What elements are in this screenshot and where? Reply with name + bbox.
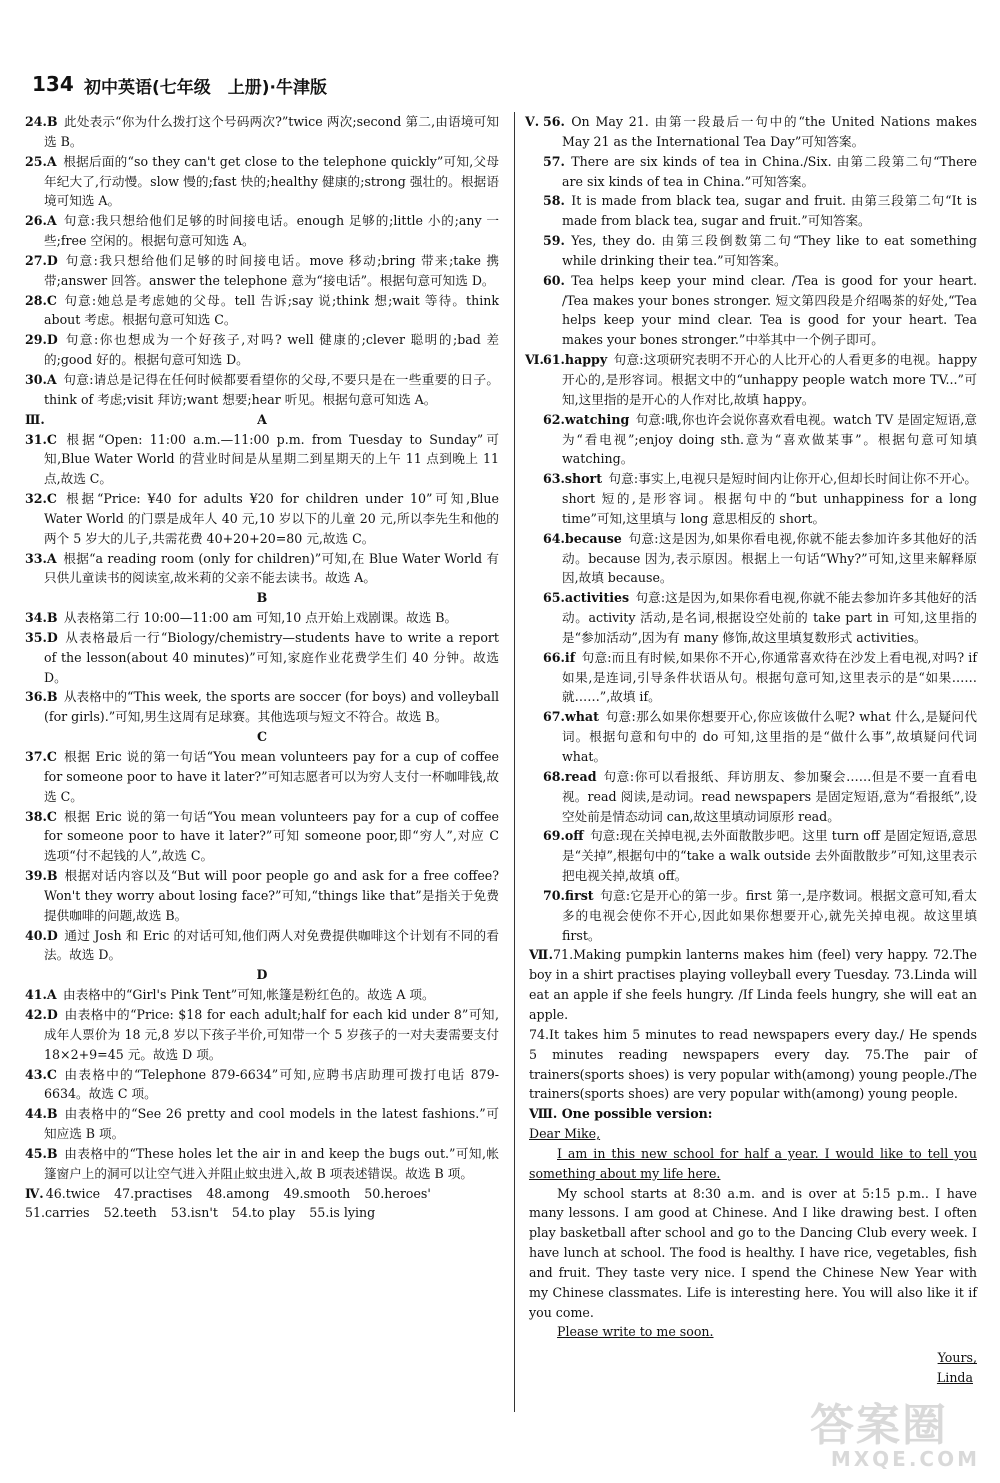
- answer-number: 38.C: [25, 808, 57, 824]
- answer-number: 30.A: [25, 371, 57, 387]
- answer-number: 68.read: [543, 768, 597, 784]
- answer-item: [25, 926, 499, 966]
- answer-explanation: 从表格中的“This week, the sports are soccer (for boys) and volleyball (for girls).”可知,男生这周有足球赛。其他选项与短文不符合。故选 B。: [44, 689, 499, 725]
- answer-explanation: 根据后面的“so they can't get close to the telephone quickly”可知,父母年纪大了,行动慢。slow 慢的;fast 快的;healthy 健康的;strong 强壮的。根据语境可知选 A。: [44, 153, 499, 209]
- answer-explanation: 句意:而且有时候,如果你不开心,你通常喜欢待在沙发上看电视,对吗? if 如果,是连词,引导条件状语从句。根据句意可知,这里表示的是“如果……就……”,故填 if。: [562, 649, 977, 705]
- answer-row: [25, 1203, 499, 1223]
- answer-explanation: 句意:我只想给他们足够的时间接电话。enough 足够的;little 小的;any 一些;free 空闲的。根据句意可知选 A。: [44, 213, 499, 249]
- answer-number: 64.because: [543, 530, 622, 546]
- answer-number: 56.: [543, 114, 565, 129]
- section-heading: Ⅷ. One possible version:: [529, 1106, 713, 1122]
- answer-explanation: 根据“Open: 11:00 a.m.—11:00 p.m. from Tuesday to Sunday”可知,Blue Water World 的营业时间是从星期二到星期天的上午 11 点到晚上 11 点,故选 C。: [44, 431, 499, 487]
- answer-explanation: 句意:请总是记得在任何时候都要看望你的父母,不要只是在一些重要的日子。think of 考虑;visit 拜访;want 想要;hear 听见。根据句意可知选 A。: [44, 371, 499, 407]
- answer-number: 39.B: [25, 868, 58, 884]
- answer-explanation: 句意:她总是考虑她的父母。tell 告诉;say 说;think 想;wait 等待。think about 考虑。根据句意可知选 C。: [44, 292, 499, 328]
- answer-item: [543, 231, 977, 271]
- right-column: [525, 112, 978, 1388]
- answer-item: [25, 291, 499, 331]
- answer-number: 25.A: [25, 153, 57, 169]
- letter-sign-off: Yours,: [937, 1350, 977, 1366]
- answer-explanation: Yes, they do. 由第三段倒数第二句“They like to eat something while drinking their tea.”可知答案。: [562, 233, 977, 268]
- answer-number: 58.: [543, 193, 565, 209]
- section-heading: Ⅲ.: [25, 411, 45, 427]
- answer-number: 69.off: [543, 828, 584, 844]
- answer-item: [25, 1005, 499, 1065]
- answer-item: [25, 211, 499, 251]
- answer-item: [25, 1104, 499, 1144]
- answer-item: [543, 152, 977, 192]
- answer-row: [25, 1184, 499, 1204]
- answer-explanation: 句意:它是开心的第一步。first 第一,是序数词。根据文意可知,看太多的电视会使你不开心,因此如果你想要开心,就先关掉电视。故这里填 first。: [562, 887, 977, 943]
- answer-item: [25, 489, 499, 549]
- answer-explanation: 句意:这项研究表明不开心的人比开心的人看更多的电视。happy 开心的,是形容词。根据文中的“unhappy people watch more TV...”可知,这里指的是开心的人作对比,故填 happy。: [562, 352, 977, 407]
- subsection-label: D: [256, 967, 268, 983]
- answer-number: 57.: [543, 153, 565, 169]
- subsection-label: B: [256, 590, 268, 606]
- answer-explanation: 句意:这是因为,如果你看电视,你就不能去参加许多其他好的活动。because 因为,表示原因。根据上一句话“Why?”可知,这里来解释原因,故填 because。: [562, 530, 977, 586]
- answer-number: 33.A: [25, 550, 57, 566]
- letter-closing: Please write to me soon.: [557, 1324, 714, 1340]
- answer-number: 24.B: [25, 114, 58, 129]
- letter-greeting: Dear Mike,: [529, 1126, 601, 1142]
- answer-number: 32.C: [25, 491, 57, 507]
- answer-number: 35.D: [25, 629, 58, 645]
- answer-item: [543, 410, 977, 470]
- answer-number: 70.first: [543, 887, 594, 903]
- blank-answer: 50.heroes': [364, 1185, 431, 1201]
- answer-item: [25, 549, 499, 589]
- answer-explanation: 句意:现在关掉电视,去外面散散步吧。这里 turn off 是固定短语,意思是“关掉”,根据句中的“take a walk outside 去外面散散步”可知,这里表示把电视关掉,故填 off。: [562, 828, 977, 884]
- sentence-answers-2: 74.It takes him 5 minutes to read newspapers every day./ He spends 5 minutes reading newspapers every day. 75.The pair of trainers(sports shoes) is very popular with(among) young people./The trainers(sports shoes) are very popular with(among) young people.: [529, 1026, 977, 1102]
- answer-explanation: 句意:那么如果你想要开心,你应该做什么呢? what 什么,是疑问代词。根据句意和句中的 do 可知,这里指的是“做什么事”,故填疑问代词 what。: [562, 709, 977, 764]
- answer-explanation: There are six kinds of tea in China./Six. 由第二段第二句“There are six kinds of tea in China.”可知答案。: [562, 153, 977, 189]
- answer-number: 37.C: [25, 749, 57, 764]
- answer-item: [543, 191, 977, 231]
- answer-explanation: 句意:你可以看报纸、拜访朋友、参加聚会……但是不要一直看电视。read 阅读,是动词。read newspapers 是固定短语,意为“看报纸”,设空处前是情态动词 can,故这里填动词原形 read。: [562, 768, 977, 824]
- answer-number: 31.C: [25, 431, 57, 447]
- answer-number: 59.: [543, 233, 565, 249]
- letter-intro: I am in this new school for half a year. I would like to tell you something about my life here.: [529, 1145, 977, 1181]
- answer-item: [25, 1065, 499, 1105]
- answer-explanation: 此处表示“你为什么拨打这个号码两次?”twice 两次;second 第二,由语境可知选 B。: [44, 114, 499, 149]
- answer-explanation: On May 21. 由第一段最后一句中的“the United Nations makes May 21 as the International Tea Day”可知答案。: [562, 114, 977, 149]
- answer-item: [543, 469, 977, 529]
- answer-explanation: 从表格第二行 10:00—11:00 am 可知,10 点开始上戏剧课。故选 B。: [63, 610, 458, 626]
- answer-item: [543, 648, 977, 708]
- letter: [529, 1124, 977, 1388]
- blank-answer: 49.smooth: [283, 1185, 351, 1201]
- answer-explanation: 由表格中的“Telephone 879-6634”可知,应聘书店助理可拨打电话 879-6634。故选 C 项。: [44, 1066, 499, 1102]
- answer-item: [25, 866, 499, 926]
- answer-item: [25, 628, 499, 688]
- blank-answer: 46.twice: [45, 1185, 101, 1201]
- answer-item: [543, 767, 977, 827]
- answer-number: 66.if: [543, 649, 576, 665]
- answer-item: [543, 529, 977, 589]
- watermark-text: 答案圈: [810, 1400, 948, 1451]
- answer-number: 65.activities: [543, 590, 630, 606]
- answer-explanation: 根据“Price: ¥40 for adults ¥20 for children under 10”可知,Blue Water World 的门票是成年人 40 元,10 岁以下的儿童 20 元,所以李先生和他的两个 5 岁大的儿子,共需花费 40+20+20=80 元,故选 C。: [44, 491, 499, 546]
- answer-number: 60.: [543, 272, 565, 288]
- answer-item: [25, 430, 499, 490]
- answer-item: [543, 350, 977, 410]
- answer-number: 45.B: [25, 1145, 58, 1161]
- answer-number: 36.B: [25, 689, 58, 705]
- answer-explanation: 句意:你也想成为一个好孩子,对吗? well 健康的;clever 聪明的;bad 差的;good 好的。根据句意可知选 D。: [44, 332, 499, 368]
- answer-number: 42.D: [25, 1006, 58, 1022]
- blank-answer: 48.among: [206, 1185, 270, 1201]
- blank-answer: 55.is lying: [309, 1205, 376, 1221]
- blank-answer: 47.practises: [114, 1185, 193, 1201]
- book-title: 初中英语(七年级 上册)·牛津版: [84, 78, 327, 98]
- watermark-logo: [810, 1400, 980, 1471]
- left-column: [25, 112, 499, 1223]
- answer-explanation: 句意:我只想给他们足够的时间接电话。move 移动;bring 带来;take 携带;answer 回答。answer the telephone 意为“接电话”。根据句意可知选 D。: [44, 252, 499, 288]
- answer-number: 27.D: [25, 252, 58, 268]
- answer-explanation: 通过 Josh 和 Eric 的对话可知,他们两人对免费提供咖啡这个计划有不同的看法。故选 D。: [44, 927, 499, 963]
- answer-explanation: 句意:事实上,电视只是短时间内让你开心,但却长时间让你不开心。short 短的,是形容词。根据句中的“but unhappiness for a long time”可知,这里填与 long 意思相反的 short。: [562, 471, 977, 526]
- answer-number: 43.C: [25, 1066, 57, 1082]
- answer-explanation: It is made from black tea, sugar and fruit. 由第三段第二句“It is made from black tea, sugar and fruit.”可知答案。: [562, 193, 977, 229]
- answer-item: [543, 826, 977, 886]
- letter-body: My school starts at 8:30 a.m. and is over at 5:15 p.m.. I have many lessons. I am good at Chinese. And I like drawing best. I often play basketball after school and go to the Dancing Club every week. I have lunch at school. The food is healthy. I have rice, vegetables, fish and fruit. They taste very nice. I spend the Chinese New Year with my Chinese classmates. Life is interesting here. You will also like it if you come.: [529, 1185, 977, 1320]
- section-heading: Ⅶ.: [529, 947, 554, 963]
- answer-item: [25, 370, 499, 410]
- blank-answer: 53.isn't: [170, 1205, 218, 1221]
- page-header: [24, 72, 976, 102]
- section-heading: Ⅴ.: [525, 114, 540, 129]
- answer-explanation: 根据对话内容以及“But will poor people go and ask for a free coffee? Won't they worry about losing face?”可知,“things like that”是指关于免费提供咖啡的问题,故选 B。: [44, 868, 499, 923]
- answer-item: [25, 112, 499, 152]
- answer-explanation: 由表格中的“See 26 pretty and cool models in the latest fashions.”可知应选 B 项。: [44, 1106, 499, 1142]
- answer-number: 41.A: [25, 987, 57, 1003]
- answer-explanation: 根据“a reading room (only for children)”可知,在 Blue Water World 有只供儿童读书的阅读室,故米莉的父亲不能去读书。故选 A。: [44, 550, 499, 586]
- answer-explanation: Tea helps keep your mind clear. /Tea is good for your heart. /Tea makes your bones stronger. 短文第四段是介绍喝茶的好处,“Tea helps keep your mind clear. Tea is good for your heart. Tea makes your bones stronger.”中举其中一个例子即可。: [562, 272, 977, 348]
- answer-item: [25, 152, 499, 212]
- subsection-label: A: [257, 411, 267, 427]
- answer-number: 34.B: [25, 610, 58, 626]
- answer-number: 62.watching: [543, 411, 630, 427]
- answer-item: [543, 112, 977, 152]
- answer-item: [25, 687, 499, 727]
- page-number: 134: [32, 72, 74, 96]
- answer-item: [25, 985, 499, 1005]
- answer-explanation: 句意:这是因为,如果你看电视,你就不能去参加许多其他好的活动。activity 活动,是名词,根据设空处前的 take part in 可知,这里指的是“参加活动”,因为有 many 修饰,故这里填复数形式 activities。: [562, 590, 977, 645]
- answer-number: 44.B: [25, 1106, 58, 1122]
- blank-answer: 54.to play: [231, 1205, 296, 1221]
- answer-number: 29.D: [25, 332, 58, 348]
- answer-explanation: 根据 Eric 说的第一句话“You mean volunteers pay for a cup of coffee for someone poor to have it later?”可知 someone poor,即“穷人”,对应 C 选项“付不起钱的人”,故选 C。: [44, 808, 499, 864]
- answer-item: [25, 251, 499, 291]
- answer-explanation: 句意:哦,你也许会说你喜欢看电视。watch TV 是固定短语,意为“看电视”;enjoy doing sth.意为“喜欢做某事”。根据句意可知填 watching。: [562, 411, 977, 467]
- answer-number: 63.short: [543, 471, 603, 487]
- sentence-answers: 71.Making pumpkin lanterns makes him (feel) very happy. 72.The boy in a shirt practises playing volleyball every Tuesday. 73.Linda will eat an apple if she feels hungry. /If Linda feels hungry, she will eat an apple.: [529, 947, 978, 1022]
- section-heading: Ⅵ.: [525, 352, 544, 368]
- answer-number: 26.A: [25, 213, 57, 229]
- answer-item: [543, 271, 977, 350]
- letter-name: Linda: [936, 1370, 973, 1386]
- answer-item: [25, 1144, 499, 1184]
- watermark-url: MXQE.COM: [830, 1447, 980, 1471]
- answer-number: 28.C: [25, 292, 57, 308]
- subsection-label: C: [256, 729, 268, 745]
- answer-explanation: 从表格最后一行“Biology/chemistry—students have to write a report of the lesson(about 40 minutes)”可知,家庭作业花费学生们 40 分钟。故选 D。: [44, 629, 499, 685]
- answer-number: 61.happy: [543, 352, 608, 368]
- answer-explanation: 由表格中的“These holes let the air in and keep the bugs out.”可知,帐篷窗户上的洞可以让空气进入并阻止蚊虫进入,故 B 项表述错误。故选 B 项。: [44, 1145, 499, 1181]
- answer-item: [25, 330, 499, 370]
- answer-item: [25, 608, 499, 628]
- answer-item: [25, 747, 499, 807]
- blank-answer: 52.teeth: [103, 1205, 157, 1221]
- answer-number: 40.D: [25, 927, 58, 943]
- answer-item: [543, 707, 977, 767]
- answer-explanation: 由表格中的“Girl's Pink Tent”可知,帐篷是粉红色的。故选 A 项。: [62, 987, 435, 1003]
- section-vii-text: [529, 945, 977, 1024]
- answer-item: [543, 886, 977, 946]
- answer-item: [25, 807, 499, 867]
- section-heading: Ⅳ.: [25, 1185, 44, 1201]
- column-divider: [514, 112, 515, 1412]
- answer-item: [543, 588, 977, 648]
- answer-explanation: 由表格中的“Price: $18 for each adult;half for each kid under 8”可知,成年人票价为 18 元,8 岁以下孩子半价,可知带一个 5 岁孩子的一对夫妻需要支付 18×2+9=45 元。故选 D 项。: [44, 1006, 499, 1062]
- answer-explanation: 根据 Eric 说的第一句话“You mean volunteers pay for a cup of coffee for someone poor to have it later?”可知志愿者可以为穷人支付一杯咖啡钱,故选 C。: [44, 749, 499, 804]
- answer-number: 67.what: [543, 709, 599, 725]
- blank-answer: 51.carries: [25, 1205, 90, 1221]
